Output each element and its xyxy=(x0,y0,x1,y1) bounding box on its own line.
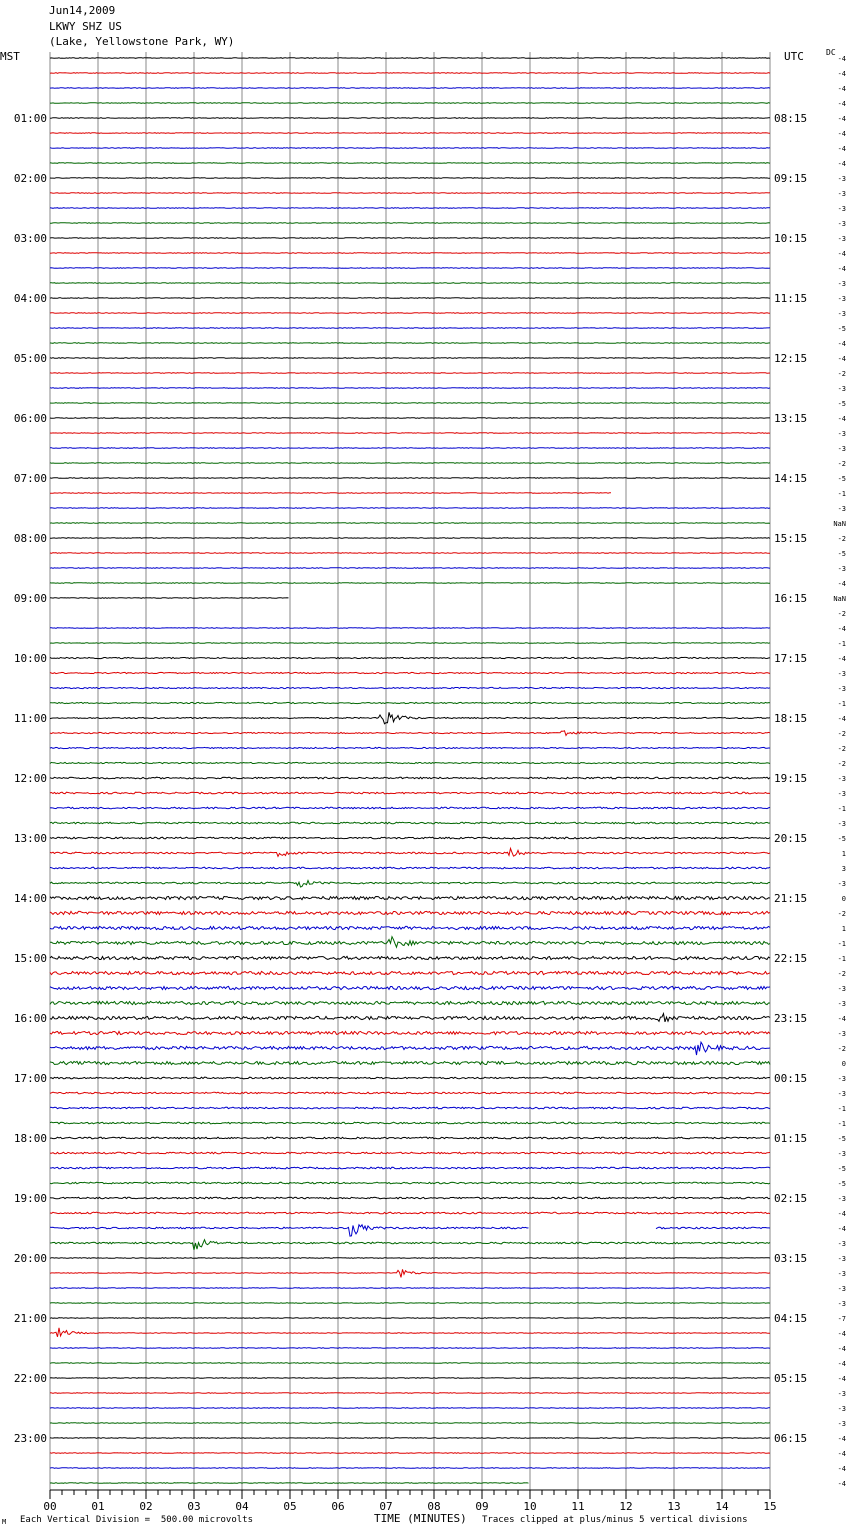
hour-label-left: 05:00 xyxy=(13,352,47,365)
dc-offset-value: -4 xyxy=(837,1360,846,1368)
dc-offset-value: -2 xyxy=(837,1045,846,1053)
trace-78 xyxy=(50,1225,770,1236)
trace-64 xyxy=(50,1014,770,1022)
trace-86 xyxy=(50,1348,770,1349)
x-tick-label: 03 xyxy=(187,1500,201,1513)
trace-31 xyxy=(50,523,770,524)
dc-offset-value: -5 xyxy=(837,835,846,843)
hour-label-left: 08:00 xyxy=(13,532,47,545)
dc-offset-value: -5 xyxy=(837,400,846,408)
dc-offset-value: -2 xyxy=(837,760,846,768)
dc-offset-value: -4 xyxy=(837,130,846,138)
trace-84 xyxy=(50,1318,770,1319)
trace-61 xyxy=(50,971,770,974)
trace-12 xyxy=(50,238,770,239)
dc-offset-value: -3 xyxy=(837,880,846,888)
dc-offset-value: -1 xyxy=(837,940,846,948)
trace-4 xyxy=(50,118,770,119)
dc-offset-value: -4 xyxy=(837,100,846,108)
header-station: LKWY SHZ US xyxy=(49,20,122,33)
dc-offset-value: -4 xyxy=(837,1330,846,1338)
x-tick-label: 06 xyxy=(331,1500,345,1513)
trace-26 xyxy=(50,448,770,449)
clip-note: Traces clipped at plus/minus 5 vertical divisions xyxy=(482,1515,748,1525)
dc-offset-value: -1 xyxy=(837,955,846,963)
dc-offset-value: -4 xyxy=(837,655,846,663)
trace-81 xyxy=(50,1269,770,1277)
trace-95 xyxy=(50,1483,529,1484)
hour-label-left: 20:00 xyxy=(13,1252,47,1265)
dc-offset-value: -4 xyxy=(837,250,846,258)
dc-offset-value: -3 xyxy=(837,775,846,783)
dc-offset-value: -5 xyxy=(837,1135,846,1143)
trace-54 xyxy=(50,867,770,869)
trace-15 xyxy=(50,283,770,284)
trace-21 xyxy=(50,373,770,374)
dc-offset-value: -4 xyxy=(837,580,846,588)
dc-offset-value: -4 xyxy=(837,1375,846,1383)
trace-51 xyxy=(50,822,770,824)
trace-57 xyxy=(50,911,770,914)
dc-offset-value: -2 xyxy=(837,610,846,618)
trace-74 xyxy=(50,1167,770,1169)
hour-label-left: 09:00 xyxy=(13,592,47,605)
dc-offset-value: -3 xyxy=(837,790,846,798)
dc-offset-value: -2 xyxy=(837,535,846,543)
dc-offset-value: -3 xyxy=(837,310,846,318)
dc-offset-value: -3 xyxy=(837,1285,846,1293)
dc-offset-value: -3 xyxy=(837,205,846,213)
trace-91 xyxy=(50,1423,770,1424)
trace-90 xyxy=(50,1408,770,1409)
trace-9 xyxy=(50,193,770,194)
dc-offset-value: -4 xyxy=(837,355,846,363)
trace-82 xyxy=(50,1288,770,1289)
dc-offset-value: -3 xyxy=(837,1300,846,1308)
trace-63 xyxy=(50,1001,770,1004)
hour-label-left: 07:00 xyxy=(13,472,47,485)
trace-1 xyxy=(50,73,770,74)
hour-label-right: 18:15 xyxy=(774,712,808,725)
dc-offset-value: -1 xyxy=(837,700,846,708)
dc-offset-value: -3 xyxy=(837,1030,846,1038)
x-tick-label: 01 xyxy=(91,1500,105,1513)
trace-76 xyxy=(50,1197,770,1199)
dc-offset-value: -3 xyxy=(837,1405,846,1413)
trace-52 xyxy=(50,837,770,839)
trace-18 xyxy=(50,328,770,329)
dc-offset-value: -1 xyxy=(837,805,846,813)
hour-label-right: 09:15 xyxy=(774,172,808,185)
dc-offset-value: -5 xyxy=(837,1165,846,1173)
dc-offset-value: -1 xyxy=(837,640,846,648)
scale-note: Each Vertical Division = 500.00 microvolts xyxy=(20,1515,253,1525)
hour-label-left: 18:00 xyxy=(13,1132,47,1145)
trace-56 xyxy=(50,896,770,899)
x-tick-label: 02 xyxy=(139,1500,153,1513)
dc-offset-value: -5 xyxy=(837,550,846,558)
dc-offset-value: -3 xyxy=(837,685,846,693)
trace-13 xyxy=(50,253,770,254)
hour-label-left: 15:00 xyxy=(13,952,47,965)
hour-label-right: 12:15 xyxy=(774,352,808,365)
hour-label-right: 10:15 xyxy=(774,232,808,245)
hour-label-right: 23:15 xyxy=(774,1012,808,1025)
trace-48 xyxy=(50,777,770,779)
corner-mark: M xyxy=(2,1518,7,1526)
dc-offset-value: -3 xyxy=(837,1075,846,1083)
dc-offset-value: -3 xyxy=(837,280,846,288)
hour-label-left: 11:00 xyxy=(13,712,47,725)
trace-43 xyxy=(50,702,770,703)
dc-offset-value: -4 xyxy=(837,715,846,723)
trace-45 xyxy=(50,731,770,736)
dc-offset-value: NaN xyxy=(833,520,846,528)
trace-34 xyxy=(50,568,770,569)
dc-offset-value: -2 xyxy=(837,460,846,468)
dc-offset-value: -3 xyxy=(837,505,846,513)
hour-label-right: 16:15 xyxy=(774,592,808,605)
hour-label-left: 12:00 xyxy=(13,772,47,785)
hour-label-left: 16:00 xyxy=(13,1012,47,1025)
trace-88 xyxy=(50,1378,770,1379)
dc-offset-value: -4 xyxy=(837,145,846,153)
hour-label-left: 13:00 xyxy=(13,832,47,845)
hour-label-right: 14:15 xyxy=(774,472,808,485)
hour-label-left: 23:00 xyxy=(13,1432,47,1445)
hour-label-right: 15:15 xyxy=(774,532,808,545)
trace-55 xyxy=(50,881,770,888)
hour-label-right: 00:15 xyxy=(774,1072,808,1085)
trace-69 xyxy=(50,1092,770,1094)
trace-73 xyxy=(50,1152,770,1154)
hour-label-right: 02:15 xyxy=(774,1192,808,1205)
trace-70 xyxy=(50,1107,770,1109)
trace-17 xyxy=(50,313,770,314)
dc-offset-value: -3 xyxy=(837,445,846,453)
dc-offset-value: -3 xyxy=(837,1195,846,1203)
hour-label-right: 06:15 xyxy=(774,1432,808,1445)
trace-80 xyxy=(50,1258,770,1259)
dc-offset-value: -3 xyxy=(837,1150,846,1158)
trace-53 xyxy=(50,848,770,856)
x-tick-label: 10 xyxy=(523,1500,537,1513)
trace-2 xyxy=(50,88,770,89)
hour-label-left: 01:00 xyxy=(13,112,47,125)
dc-offset-value: -3 xyxy=(837,220,846,228)
trace-30 xyxy=(50,508,770,509)
dc-offset-value: -4 xyxy=(837,1015,846,1023)
dc-offset-value: -2 xyxy=(837,910,846,918)
trace-77 xyxy=(50,1212,770,1214)
header-location: (Lake, Yellowstone Park, WY) xyxy=(49,35,235,48)
dc-offset-value: -4 xyxy=(837,1435,846,1443)
trace-75 xyxy=(50,1182,770,1184)
trace-72 xyxy=(50,1137,770,1139)
hour-label-right: 21:15 xyxy=(774,892,808,905)
trace-62 xyxy=(50,986,770,989)
trace-46 xyxy=(50,747,770,748)
trace-11 xyxy=(50,223,770,224)
dc-offset-value: -4 xyxy=(837,160,846,168)
dc-offset-value: -5 xyxy=(837,1180,846,1188)
hour-label-left: 10:00 xyxy=(13,652,47,665)
trace-59 xyxy=(50,937,770,948)
trace-0 xyxy=(50,58,770,59)
dc-offset-value: -5 xyxy=(837,475,846,483)
dc-offset-value: -7 xyxy=(837,1315,846,1323)
hour-label-right: 13:15 xyxy=(774,412,808,425)
x-tick-label: 05 xyxy=(283,1500,297,1513)
trace-40 xyxy=(50,657,770,658)
trace-65 xyxy=(50,1031,770,1034)
trace-35 xyxy=(50,583,770,584)
dc-offset-value: 1 xyxy=(841,850,846,858)
trace-47 xyxy=(50,762,770,763)
dc-offset-value: 0 xyxy=(841,1060,846,1068)
dc-offset-value: -4 xyxy=(837,1345,846,1353)
dc-offset-value: -3 xyxy=(837,430,846,438)
trace-79 xyxy=(50,1240,770,1250)
hour-label-left: 14:00 xyxy=(13,892,47,905)
trace-28 xyxy=(50,478,770,479)
trace-27 xyxy=(50,463,770,464)
trace-83 xyxy=(50,1303,770,1304)
hour-label-right: 05:15 xyxy=(774,1372,808,1385)
trace-50 xyxy=(50,807,770,809)
dc-offset-value: -3 xyxy=(837,1240,846,1248)
dc-offset-value: -4 xyxy=(837,55,846,63)
left-timezone-label: MST xyxy=(0,50,20,63)
hour-label-left: 19:00 xyxy=(13,1192,47,1205)
dc-offset-value: -3 xyxy=(837,1000,846,1008)
dc-offset-value: -4 xyxy=(837,85,846,93)
trace-92 xyxy=(50,1438,770,1439)
trace-89 xyxy=(50,1393,770,1394)
dc-offset-value: 0 xyxy=(841,895,846,903)
trace-25 xyxy=(50,433,770,434)
x-tick-label: 07 xyxy=(379,1500,393,1513)
trace-10 xyxy=(50,208,770,209)
trace-22 xyxy=(50,388,770,389)
trace-58 xyxy=(50,926,770,929)
hour-label-right: 19:15 xyxy=(774,772,808,785)
dc-offset-value: -2 xyxy=(837,970,846,978)
dc-offset-value: -3 xyxy=(837,820,846,828)
dc-offset-value: -2 xyxy=(837,730,846,738)
x-tick-label: 12 xyxy=(619,1500,633,1513)
trace-23 xyxy=(50,403,770,404)
dc-offset-value: -4 xyxy=(837,1450,846,1458)
x-tick-label: 14 xyxy=(715,1500,729,1513)
trace-33 xyxy=(50,553,770,554)
dc-offset-value: -4 xyxy=(837,70,846,78)
dc-offset-value: -3 xyxy=(837,985,846,993)
dc-offset-value: -4 xyxy=(837,625,846,633)
dc-offset-value: -3 xyxy=(837,1090,846,1098)
hour-label-left: 06:00 xyxy=(13,412,47,425)
hour-label-left: 02:00 xyxy=(13,172,47,185)
trace-36 xyxy=(50,598,289,599)
trace-49 xyxy=(50,792,770,794)
trace-7 xyxy=(50,163,770,164)
dc-offset-value: -3 xyxy=(837,1255,846,1263)
x-axis-title: TIME (MINUTES) xyxy=(374,1512,467,1525)
trace-67 xyxy=(50,1061,770,1064)
hour-label-left: 22:00 xyxy=(13,1372,47,1385)
dc-offset-value: -4 xyxy=(837,1210,846,1218)
trace-94 xyxy=(50,1468,770,1469)
trace-60 xyxy=(50,956,770,959)
trace-24 xyxy=(50,418,770,419)
hour-label-right: 20:15 xyxy=(774,832,808,845)
dc-offset-value: 3 xyxy=(841,865,846,873)
trace-29 xyxy=(50,493,611,494)
dc-offset-value: -4 xyxy=(837,340,846,348)
dc-offset-value: -3 xyxy=(837,1390,846,1398)
hour-label-left: 21:00 xyxy=(13,1312,47,1325)
dc-offset-value: -1 xyxy=(837,1120,846,1128)
trace-39 xyxy=(50,643,770,644)
header-date: Jun14,2009 xyxy=(49,4,116,17)
trace-71 xyxy=(50,1122,770,1124)
trace-19 xyxy=(50,343,770,344)
hour-label-right: 08:15 xyxy=(774,112,808,125)
right-timezone-label: UTC xyxy=(784,50,804,63)
dc-offset-value: -3 xyxy=(837,175,846,183)
dc-offset-value: -5 xyxy=(837,325,846,333)
dc-offset-value: -3 xyxy=(837,190,846,198)
trace-66 xyxy=(50,1042,770,1055)
dc-offset-value: NaN xyxy=(833,595,846,603)
dc-offset-value: -3 xyxy=(837,295,846,303)
x-tick-label: 00 xyxy=(43,1500,57,1513)
trace-42 xyxy=(50,687,770,688)
dc-offset-value: -3 xyxy=(837,385,846,393)
trace-44 xyxy=(50,712,770,724)
dc-offset-value: -1 xyxy=(837,490,846,498)
hour-label-right: 03:15 xyxy=(774,1252,808,1265)
dc-offset-value: 1 xyxy=(841,925,846,933)
hour-label-right: 04:15 xyxy=(774,1312,808,1325)
dc-offset-value: -3 xyxy=(837,1270,846,1278)
dc-offset-value: -2 xyxy=(837,370,846,378)
dc-offset-value: -3 xyxy=(837,1420,846,1428)
trace-85 xyxy=(50,1328,770,1337)
x-tick-label: 09 xyxy=(475,1500,489,1513)
trace-20 xyxy=(50,358,770,359)
x-tick-label: 13 xyxy=(667,1500,681,1513)
trace-68 xyxy=(50,1077,770,1079)
dc-offset-value: -4 xyxy=(837,1225,846,1233)
dc-offset-value: -4 xyxy=(837,1480,846,1488)
dc-offset-value: -4 xyxy=(837,415,846,423)
trace-38 xyxy=(50,628,770,629)
dc-offset-value: -3 xyxy=(837,565,846,573)
x-tick-label: 15 xyxy=(763,1500,777,1513)
dc-offset-value: -4 xyxy=(837,115,846,123)
x-tick-label: 08 xyxy=(427,1500,441,1513)
trace-6 xyxy=(50,148,770,149)
trace-41 xyxy=(50,672,770,673)
hour-label-left: 03:00 xyxy=(13,232,47,245)
trace-14 xyxy=(50,268,770,269)
dc-offset-value: -4 xyxy=(837,265,846,273)
hour-label-left: 17:00 xyxy=(13,1072,47,1085)
trace-5 xyxy=(50,133,770,134)
trace-16 xyxy=(50,298,770,299)
x-tick-label: 11 xyxy=(571,1500,585,1513)
dc-offset-value: -2 xyxy=(837,745,846,753)
dc-offset-value: -1 xyxy=(837,1105,846,1113)
dc-offset-header: DC xyxy=(826,48,836,57)
hour-label-right: 01:15 xyxy=(774,1132,808,1145)
hour-label-right: 17:15 xyxy=(774,652,808,665)
hour-label-right: 22:15 xyxy=(774,952,808,965)
x-tick-label: 04 xyxy=(235,1500,249,1513)
dc-offset-value: -3 xyxy=(837,235,846,243)
trace-93 xyxy=(50,1453,770,1454)
trace-32 xyxy=(50,538,770,539)
dc-offset-value: -4 xyxy=(837,1465,846,1473)
hour-label-right: 11:15 xyxy=(774,292,808,305)
trace-8 xyxy=(50,178,770,179)
hour-label-left: 04:00 xyxy=(13,292,47,305)
trace-3 xyxy=(50,103,770,104)
dc-offset-value: -3 xyxy=(837,670,846,678)
trace-87 xyxy=(50,1363,770,1364)
